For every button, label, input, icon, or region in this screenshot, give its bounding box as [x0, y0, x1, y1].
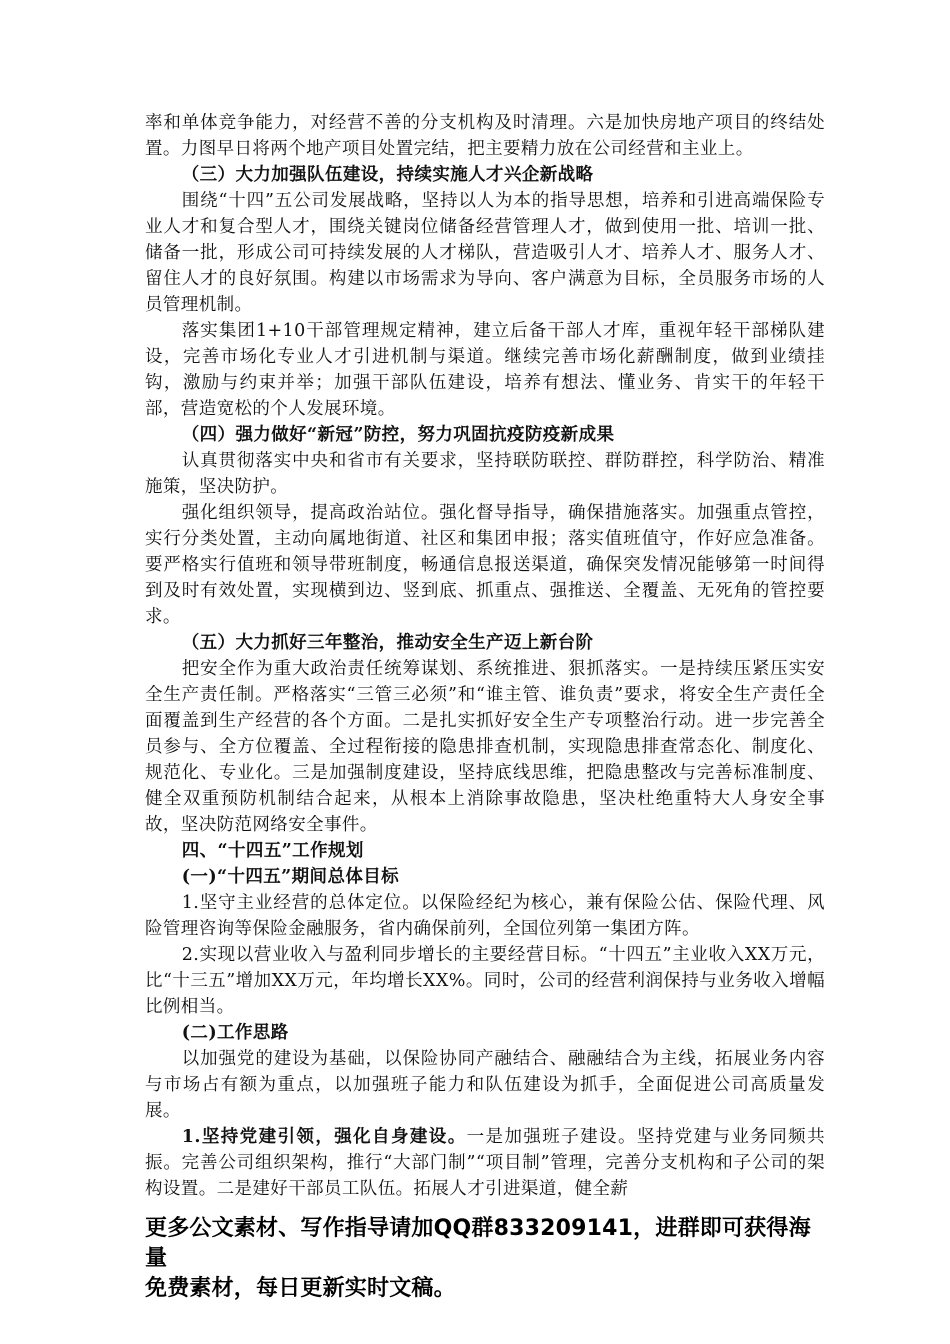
promo-footer	[145, 1214, 825, 1304]
paragraph: 以加强党的建设为基础，以保险协同产融结合、融融结合为主线，拓展业务内容与市场占有额为重点，以加强班子能力和队伍建设为抓手，全面促进公司高质量发展。	[145, 1049, 825, 1121]
promo-line-1: 更多公文素材、写作指导请加QQ群833209141，进群即可获得海量	[145, 1216, 811, 1271]
paragraph-continuation: 率和单体竞争能力，对经营不善的分支机构及时清理。六是加快房地产项目的终结处置。力图早日将两个地产项目处置完结，把主要精力放在公司经营和主业上。	[145, 113, 825, 159]
subsection-heading-1: (一)“十四五”期间总体目标	[181, 867, 400, 887]
paragraph-lead: 1.坚持党建引领，强化自身建设。	[181, 1127, 467, 1147]
paragraph-text: 一是加强班子建设。坚持党建与业务同频共振。完善公司组织架构，推行“大部门制”“项目制”管理，完善分支机构和子公司的架构设置。二是建好干部员工队伍。拓展人才引进渠道，健全薪	[145, 1127, 825, 1199]
paragraph: 把安全作为重大政治责任统筹谋划、系统推进、狠抓落实。一是持续压紧压实安全生产责任制。严格落实“三管三必须”和“谁主管、谁负责”要求，将安全生产责任全面覆盖到生产经营的各个方面。二是扎实抓好安全生产专项整治行动。进一步完善全员参与、全方位覆盖、全过程衔接的隐患排查机制，实现隐患排查常态化、制度化、规范化、专业化。三是加强制度建设，坚持底线思维，把隐患整改与完善标准制度、健全双重预防机制结合起来，从根本上消除事故隐患，坚决杜绝重特大人身安全事故，坚决防范网络安全事件。	[145, 659, 825, 835]
paragraph: 1.坚守主业经营的总体定位。以保险经纪为核心，兼有保险公估、保险代理、风险管理咨询等保险金融服务，省内确保前列，全国位列第一集团方阵。	[145, 893, 825, 939]
paragraph: 落实集团1+10干部管理规定精神，建立后备干部人才库，重视年轻干部梯队建设，完善市场化专业人才引进机制与渠道。继续完善市场化薪酬制度，做到业绩挂钩，激励与约束并举；加强干部队伍建设，培养有想法、懂业务、肯实干的年轻干部，营造宽松的个人发展环境。	[145, 321, 825, 419]
paragraph: 2.实现以营业收入与盈利同步增长的主要经营目标。“十四五”主业收入XX万元，比“十三五”增加XX万元，年均增长XX%。同时，公司的经营利润保持与业务收入增幅比例相当。	[145, 945, 825, 1017]
paragraph: 强化组织领导，提高政治站位。强化督导指导，确保措施落实。加强重点管控，实行分类处置，主动向属地街道、社区和集团申报；落实值班值守，作好应急准备。要严格实行值班和领导带班制度，畅通信息报送渠道，确保突发情况能够第一时间得到及时有效处置，实现横到边、竖到底、抓重点、强推送、全覆盖、无死角的管控要求。	[145, 503, 825, 627]
section-heading-5: （五）大力抓好三年整治，推动安全生产迈上新台阶	[181, 633, 594, 653]
section-heading-4: （四）强力做好“新冠”防控，努力巩固抗疫防疫新成果	[181, 425, 615, 445]
paragraph: 围绕“十四”五公司发展战略，坚持以人为本的指导思想，培养和引进高端保险专业人才和复合型人才，围绕关键岗位储备经营管理人才，做到使用一批、培训一批、储备一批，形成公司可持续发展的人才梯队，营造吸引人才、培养人才、服务人才、留住人才的良好氛围。构建以市场需求为导向、客户满意为目标，全员服务市场的人员管理机制。	[145, 191, 825, 315]
promo-line-2: 免费素材，每日更新实时文稿。	[145, 1276, 456, 1301]
subsection-heading-2: (二)工作思路	[181, 1023, 289, 1043]
section-heading-3: （三）大力加强队伍建设，持续实施人才兴企新战略	[181, 165, 594, 185]
paragraph: 认真贯彻落实中央和省市有关要求，坚持联防联控、群防群控，科学防治、精准施策，坚决防护。	[145, 451, 825, 497]
paragraph	[145, 1124, 825, 1202]
document-body	[145, 110, 825, 1202]
chapter-heading-4: 四、“十四五”工作规划	[181, 841, 364, 861]
